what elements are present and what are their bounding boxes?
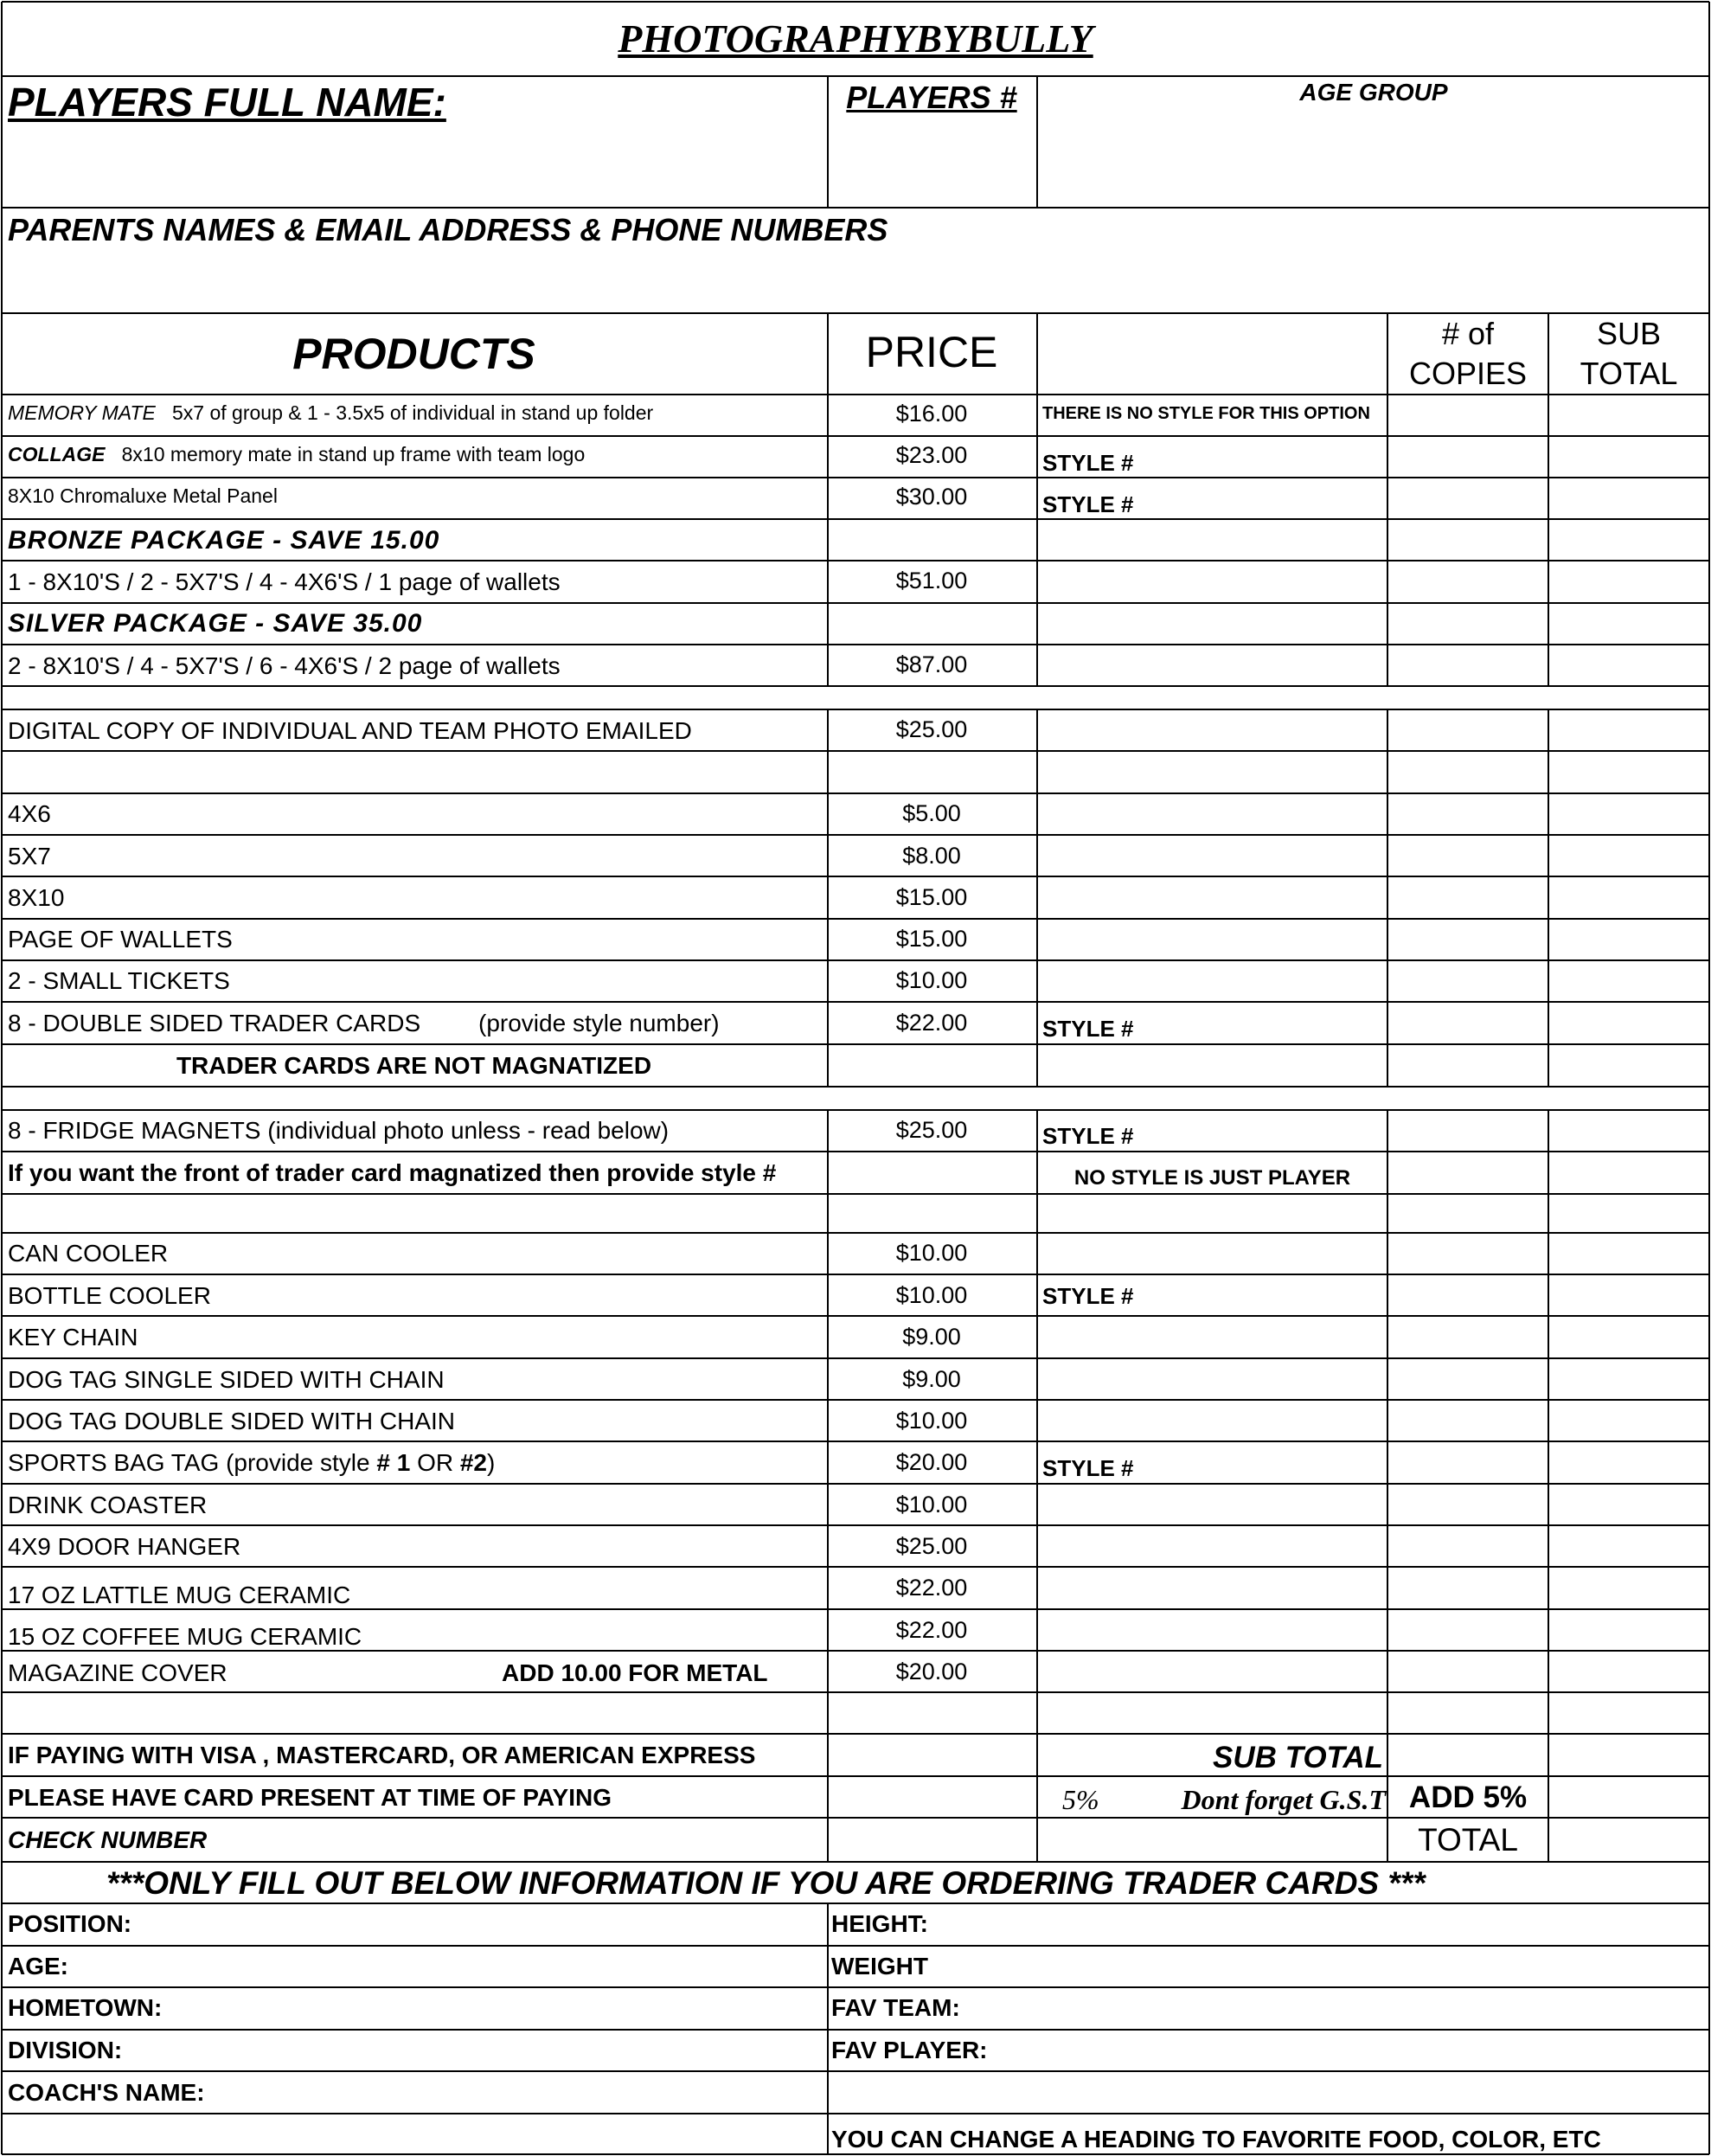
- grid-line-h: [2, 1524, 1709, 1526]
- grid-line-v: [1387, 1110, 1388, 1862]
- grid-line-h: [2, 1232, 1709, 1234]
- grid-line-v: [1387, 709, 1388, 1087]
- price-collage: $23.00: [895, 442, 968, 468]
- grid-line-h: [2, 1109, 1709, 1111]
- product-collage: [8, 445, 585, 465]
- gst-percent: 5%: [1062, 1784, 1099, 1815]
- grid-line-v: [827, 1903, 829, 2154]
- silver-package-header: SILVER PACKAGE - SAVE 35.00: [8, 609, 423, 638]
- price-digital-copy: $25.00: [895, 716, 968, 742]
- position-label: POSITION:: [8, 1910, 132, 1937]
- add-5-percent-label: ADD 5%: [1408, 1781, 1528, 1814]
- grid-line-h: [2, 312, 1709, 314]
- price-trader-cards: $22.00: [895, 1010, 968, 1036]
- weight-label: WEIGHT: [831, 1953, 928, 1980]
- grid-line-h: [2, 2153, 1709, 2155]
- grid-line-v: [1, 2, 3, 2154]
- grid-line-h: [2, 792, 1709, 794]
- style-label-metal-panel: STYLE #: [1042, 491, 1134, 517]
- price-latte-mug: $22.00: [895, 1575, 968, 1601]
- grid-line-h: [2, 560, 1709, 561]
- product-fridge-magnets: 8 - FRIDGE MAGNETS (individual photo unless - read below): [8, 1117, 670, 1144]
- product-bottle-cooler: BOTTLE COOLER: [8, 1282, 211, 1309]
- product-key-chain: KEY CHAIN: [8, 1324, 138, 1351]
- price-small-tickets: $10.00: [895, 967, 968, 993]
- product-sports-bag-tag: [8, 1451, 495, 1475]
- grid-line-h: [2, 1691, 1709, 1693]
- grid-line-h: [2, 959, 1709, 961]
- coach-name-label: COACH'S NAME:: [8, 2079, 205, 2106]
- products-column-header: PRODUCTS: [292, 330, 535, 378]
- price-can-cooler: $10.00: [895, 1240, 968, 1266]
- trader-info-banner: ***ONLY FILL OUT BELOW INFORMATION IF YOU ARE ORDERING TRADER CARDS ***: [106, 1865, 1426, 1901]
- product-memory-mate: [8, 403, 653, 423]
- grid-line-h: [2, 1315, 1709, 1317]
- product-coffee-mug: 15 OZ COFFEE MUG CERAMIC: [8, 1623, 362, 1650]
- grid-line-h: [2, 1775, 1709, 1777]
- age-label: AGE:: [8, 1953, 68, 1980]
- grid-line-h: [2, 1566, 1709, 1568]
- price-8x10: $15.00: [895, 884, 968, 910]
- magazine-metal-note: ADD 10.00 FOR METAL: [502, 1659, 768, 1686]
- price-memory-mate: $16.00: [895, 401, 968, 427]
- style-label-bottle-cooler: STYLE #: [1042, 1283, 1134, 1309]
- grid-line-h: [2, 2070, 1709, 2072]
- price-magazine-cover: $20.00: [895, 1659, 968, 1684]
- grid-line-h: [2, 1, 1709, 3]
- product-digital-copy: DIGITAL COPY OF INDIVIDUAL AND TEAM PHOTO EMAILED: [8, 717, 692, 744]
- price-sports-bag-tag: $20.00: [895, 1449, 968, 1475]
- price-door-hanger: $25.00: [895, 1533, 968, 1559]
- product-latte-mug: 17 OZ LATTLE MUG CERAMIC: [8, 1582, 351, 1608]
- grid-line-h: [2, 709, 1709, 710]
- grid-line-h: [2, 518, 1709, 520]
- payment-visa-note: IF PAYING WITH VISA , MASTERCARD, OR AMERICAN EXPRESS: [8, 1742, 756, 1768]
- product-can-cooler: CAN COOLER: [8, 1240, 169, 1267]
- grid-line-h: [2, 876, 1709, 877]
- product-metal-panel: 8X10 Chromaluxe Metal Panel: [8, 484, 278, 507]
- product-dog-tag-double: DOG TAG DOUBLE SIDED WITH CHAIN: [8, 1408, 456, 1434]
- product-name: MEMORY MATE: [8, 401, 156, 424]
- trader-cards-description: (provide style number): [478, 1010, 720, 1036]
- grid-line-h: [2, 1986, 1709, 1988]
- grid-line-h: [2, 685, 1709, 687]
- age-group-label: AGE GROUP: [1299, 79, 1448, 106]
- grid-line-h: [2, 1733, 1709, 1735]
- product-trader-cards: 8 - DOUBLE SIDED TRADER CARDS: [8, 1010, 421, 1036]
- grid-line-h: [2, 1357, 1709, 1359]
- grid-line-h: [2, 1817, 1709, 1819]
- price-page-of-wallets: $15.00: [895, 926, 968, 952]
- grid-line-h: [2, 750, 1709, 752]
- grid-line-h: [2, 394, 1709, 395]
- bag-tag-style-2: #2: [459, 1449, 488, 1476]
- price-bronze-package: $51.00: [895, 568, 968, 594]
- product-dog-tag-single: DOG TAG SINGLE SIDED WITH CHAIN: [8, 1366, 445, 1393]
- fav-player-label: FAV PLAYER:: [831, 2037, 988, 2063]
- form-title: PHOTOGRAPHYBYBULLY: [618, 16, 1093, 61]
- fav-team-label: FAV TEAM:: [831, 1994, 960, 2021]
- bronze-package-header: BRONZE PACKAGE - SAVE 15.00: [8, 526, 440, 555]
- price-column-header: PRICE: [865, 328, 998, 376]
- grid-line-h: [2, 2029, 1709, 2031]
- grid-line-h: [2, 1608, 1709, 1610]
- price-4x6: $5.00: [902, 800, 961, 826]
- grid-line-v: [1548, 709, 1549, 1087]
- style-label-fridge-magnets: STYLE #: [1042, 1123, 1134, 1149]
- grid-line-h: [2, 1903, 1709, 1904]
- price-5x7: $8.00: [902, 843, 961, 869]
- payment-card-note: PLEASE HAVE CARD PRESENT AT TIME OF PAYING: [8, 1784, 612, 1811]
- subtotal-column-header-line2: TOTAL: [1580, 356, 1678, 391]
- grid-line-h: [2, 834, 1709, 836]
- grid-line-h: [2, 644, 1709, 645]
- subtotal-label: SUB TOTAL: [1212, 1741, 1383, 1774]
- price-key-chain: $9.00: [902, 1324, 961, 1350]
- grid-line-v: [827, 1110, 829, 1862]
- product-magazine-cover: MAGAZINE COVER: [8, 1659, 227, 1686]
- grid-line-h: [2, 918, 1709, 920]
- product-description: 8x10 memory mate in stand up frame with team logo: [121, 443, 586, 465]
- copies-column-header-line2: COPIES: [1408, 356, 1528, 391]
- product-4x6: 4X6: [8, 800, 51, 827]
- price-drink-coaster: $10.00: [895, 1492, 968, 1518]
- bag-tag-or: OR: [410, 1449, 460, 1476]
- bag-tag-text: SPORTS BAG TAG (provide style: [8, 1449, 377, 1476]
- product-small-tickets: 2 - SMALL TICKETS: [8, 967, 230, 994]
- total-label: TOTAL: [1418, 1822, 1518, 1858]
- grid-line-h: [2, 1483, 1709, 1485]
- parents-contact-label: PARENTS NAMES & EMAIL ADDRESS & PHONE NUMBERS: [8, 212, 888, 247]
- change-heading-note: YOU CAN CHANGE A HEADING TO FAVORITE FOOD, COLOR, ETC: [831, 2126, 1601, 2153]
- product-silver-package: 2 - 8X10'S / 4 - 5X7'S / 6 - 4X6'S / 2 page of wallets: [8, 652, 561, 679]
- magnet-style-note: NO STYLE IS JUST PLAYER: [1073, 1166, 1351, 1190]
- product-8x10: 8X10: [8, 884, 65, 911]
- grid-line-v: [1036, 709, 1038, 1087]
- grid-line-h: [2, 1399, 1709, 1401]
- players-number-label: PLAYERS #: [846, 80, 1017, 115]
- style-note-memory-mate: THERE IS NO STYLE FOR THIS OPTION: [1042, 404, 1370, 423]
- bag-tag-style-1: # 1: [376, 1449, 411, 1476]
- grid-line-v: [1548, 1110, 1549, 1862]
- division-label: DIVISION:: [8, 2037, 123, 2063]
- style-label-collage: STYLE #: [1042, 450, 1134, 476]
- hometown-label: HOMETOWN:: [8, 1994, 163, 2021]
- product-description: 5x7 of group & 1 - 3.5x5 of individual in stand up folder: [171, 401, 654, 424]
- product-5x7: 5X7: [8, 843, 51, 869]
- subtotal-column-header-line1: SUB: [1596, 316, 1662, 351]
- grid-line-h: [2, 1043, 1709, 1045]
- price-dog-tag-single: $9.00: [902, 1366, 961, 1392]
- price-bottle-cooler: $10.00: [895, 1282, 968, 1308]
- grid-line-h: [2, 1086, 1709, 1088]
- check-number-label: CHECK NUMBER: [8, 1826, 208, 1853]
- price-dog-tag-double: $10.00: [895, 1408, 968, 1434]
- grid-line-h: [2, 1274, 1709, 1275]
- grid-line-v: [1036, 313, 1038, 686]
- grid-line-h: [2, 75, 1709, 77]
- product-name: COLLAGE: [8, 443, 106, 465]
- grid-line-h: [2, 1945, 1709, 1947]
- magnet-instructions: If you want the front of trader card magnatized then provide style #: [8, 1159, 777, 1186]
- price-fridge-magnets: $25.00: [895, 1117, 968, 1143]
- grid-line-h: [2, 2113, 1709, 2114]
- gst-reminder: Dont forget G.S.T: [1181, 1784, 1386, 1815]
- grid-line-h: [2, 1001, 1709, 1003]
- grid-line-h: [2, 1861, 1709, 1863]
- grid-line-h: [2, 602, 1709, 604]
- grid-line-h: [2, 435, 1709, 437]
- price-coffee-mug: $22.00: [895, 1617, 968, 1643]
- bag-tag-close: ): [487, 1449, 496, 1476]
- product-bronze-package: 1 - 8X10'S / 2 - 5X7'S / 4 - 4X6'S / 1 page of wallets: [8, 568, 561, 595]
- players-full-name-label: PLAYERS FULL NAME:: [8, 80, 446, 125]
- trader-cards-note: TRADER CARDS ARE NOT MAGNATIZED: [176, 1052, 652, 1079]
- grid-line-h: [2, 1650, 1709, 1652]
- grid-line-h: [2, 207, 1709, 209]
- product-page-of-wallets: PAGE OF WALLETS: [8, 926, 233, 953]
- copies-column-header-line1: # of: [1441, 316, 1495, 351]
- price-metal-panel: $30.00: [895, 484, 968, 510]
- price-silver-package: $87.00: [895, 651, 968, 677]
- grid-line-h: [2, 1151, 1709, 1152]
- style-label-trader-cards: STYLE #: [1042, 1016, 1134, 1042]
- grid-line-h: [2, 1193, 1709, 1195]
- product-drink-coaster: DRINK COASTER: [8, 1492, 208, 1518]
- style-label-sports-bag-tag: STYLE #: [1042, 1455, 1134, 1481]
- product-door-hanger: 4X9 DOOR HANGER: [8, 1533, 241, 1560]
- grid-line-h: [2, 477, 1709, 478]
- height-label: HEIGHT:: [831, 1910, 928, 1937]
- grid-line-h: [2, 1441, 1709, 1442]
